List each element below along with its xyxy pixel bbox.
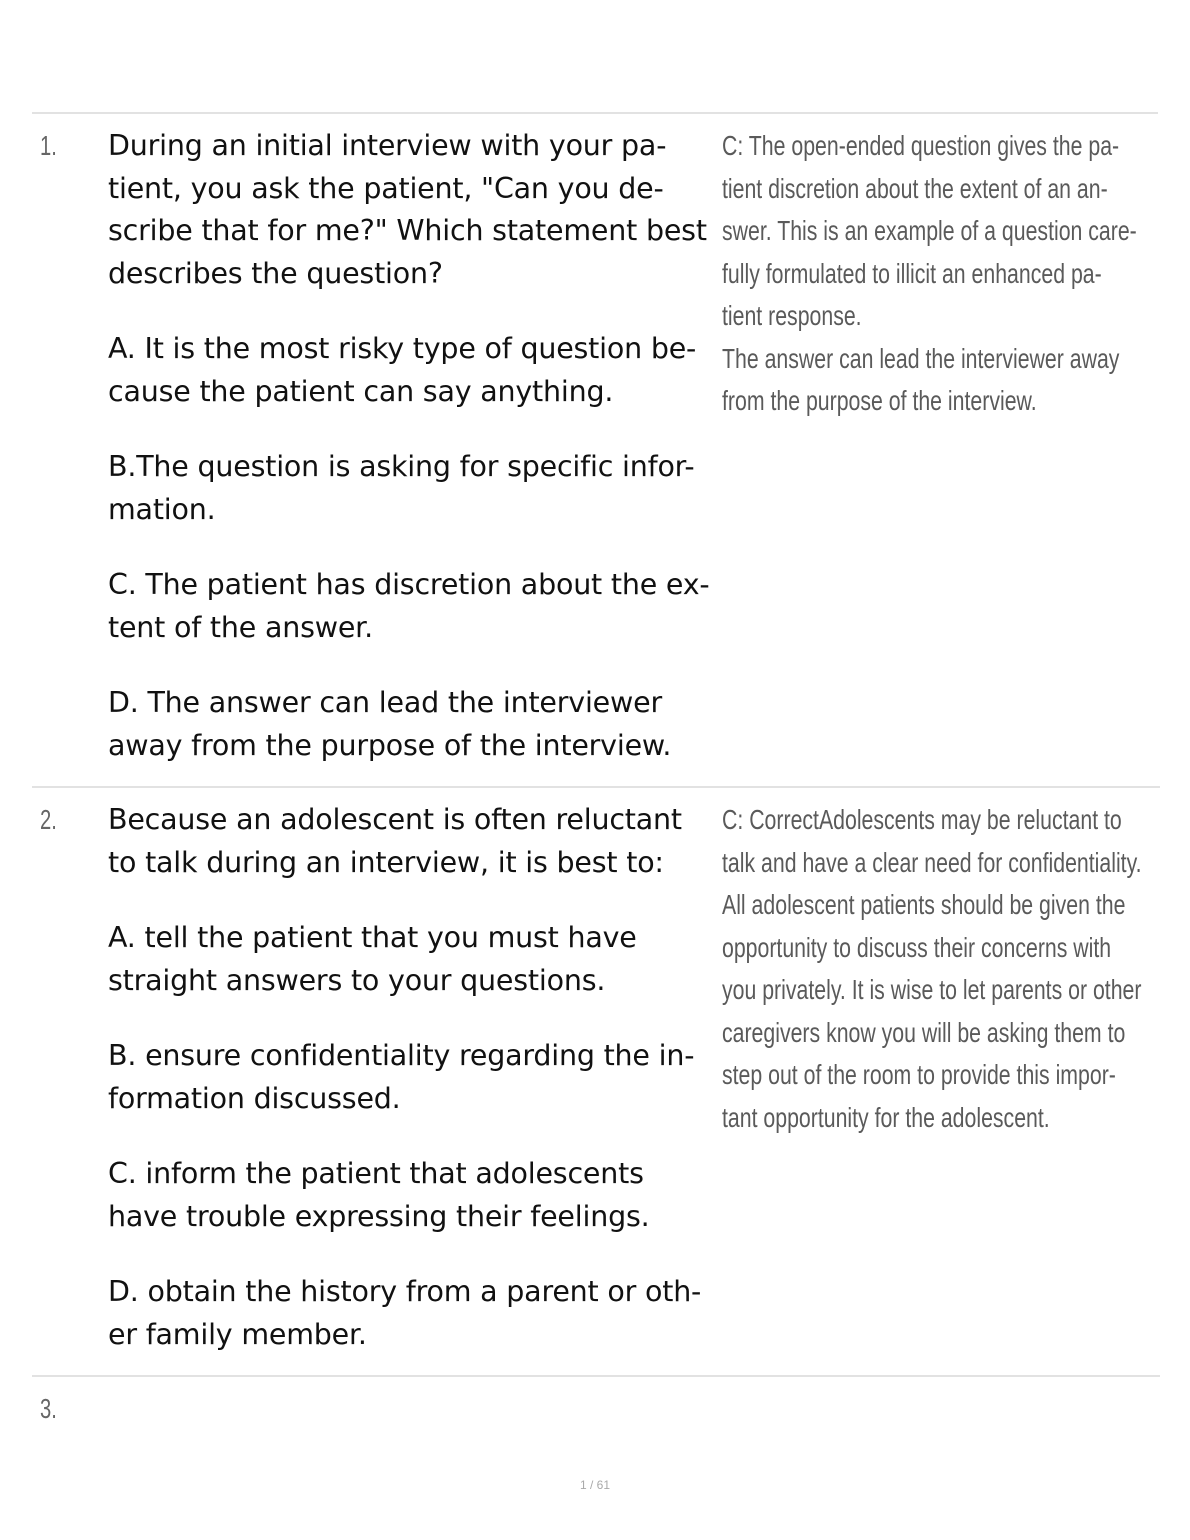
- question-stem: During an initial interview with your pa- tient, you ask the patient, "Can you de- scribe that for me?" Which statement best describes the question?: [108, 129, 707, 290]
- option-d: D. obtain the history from a parent or oth- er family member.: [108, 1275, 702, 1351]
- option-a: A. tell the patient that you must have straight answers to your questions.: [108, 921, 637, 997]
- question-1-block: [108, 125, 720, 767]
- answer-explanation: C: The open-ended question gives the pa- tient discretion about the extent of an an- swer. This is an example of a question care- fully formulated to illicit an enhanced pa- tient response.: [722, 130, 1137, 331]
- question-divider: [32, 1375, 1160, 1377]
- question-number: 3.: [40, 1393, 57, 1424]
- option-c: C. inform the patient that adolescents have trouble expressing their feelings.: [108, 1157, 650, 1233]
- option-a: A. It is the most risky type of question be- cause the patient can say anything.: [108, 332, 697, 408]
- page-indicator: 1 / 61: [579, 1478, 611, 1492]
- answer-2-block: [722, 799, 1162, 1139]
- top-divider: [32, 112, 1158, 114]
- answer-1-block: [722, 125, 1162, 423]
- option-b: B. ensure confidentiality regarding the in- formation discussed.: [108, 1039, 695, 1115]
- option-c: C. The patient has discretion about the ex- tent of the answer.: [108, 568, 710, 644]
- question-2-block: [108, 799, 720, 1356]
- option-d: D. The answer can lead the interviewer away from the purpose of the interview.: [108, 686, 672, 762]
- question-number: 1.: [40, 130, 57, 161]
- answer-note: The answer can lead the interviewer away from the purpose of the interview.: [722, 342, 1120, 416]
- option-b: B.The question is asking for specific infor- mation.: [108, 450, 695, 526]
- answer-explanation: C: CorrectAdolescents may be reluctant to talk and have a clear need for confidentiality. All adolescent patients should be given the opportunity to discuss their concerns with you privately. It is wise to let parents or other caregivers know you will be asking them to step out of the room to provide this impor- tant opportunity for the adolescent.: [722, 804, 1142, 1133]
- question-divider: [32, 786, 1160, 788]
- question-stem: Because an adolescent is often reluctant to talk during an interview, it is best to:: [108, 803, 682, 879]
- question-number: 2.: [40, 804, 57, 835]
